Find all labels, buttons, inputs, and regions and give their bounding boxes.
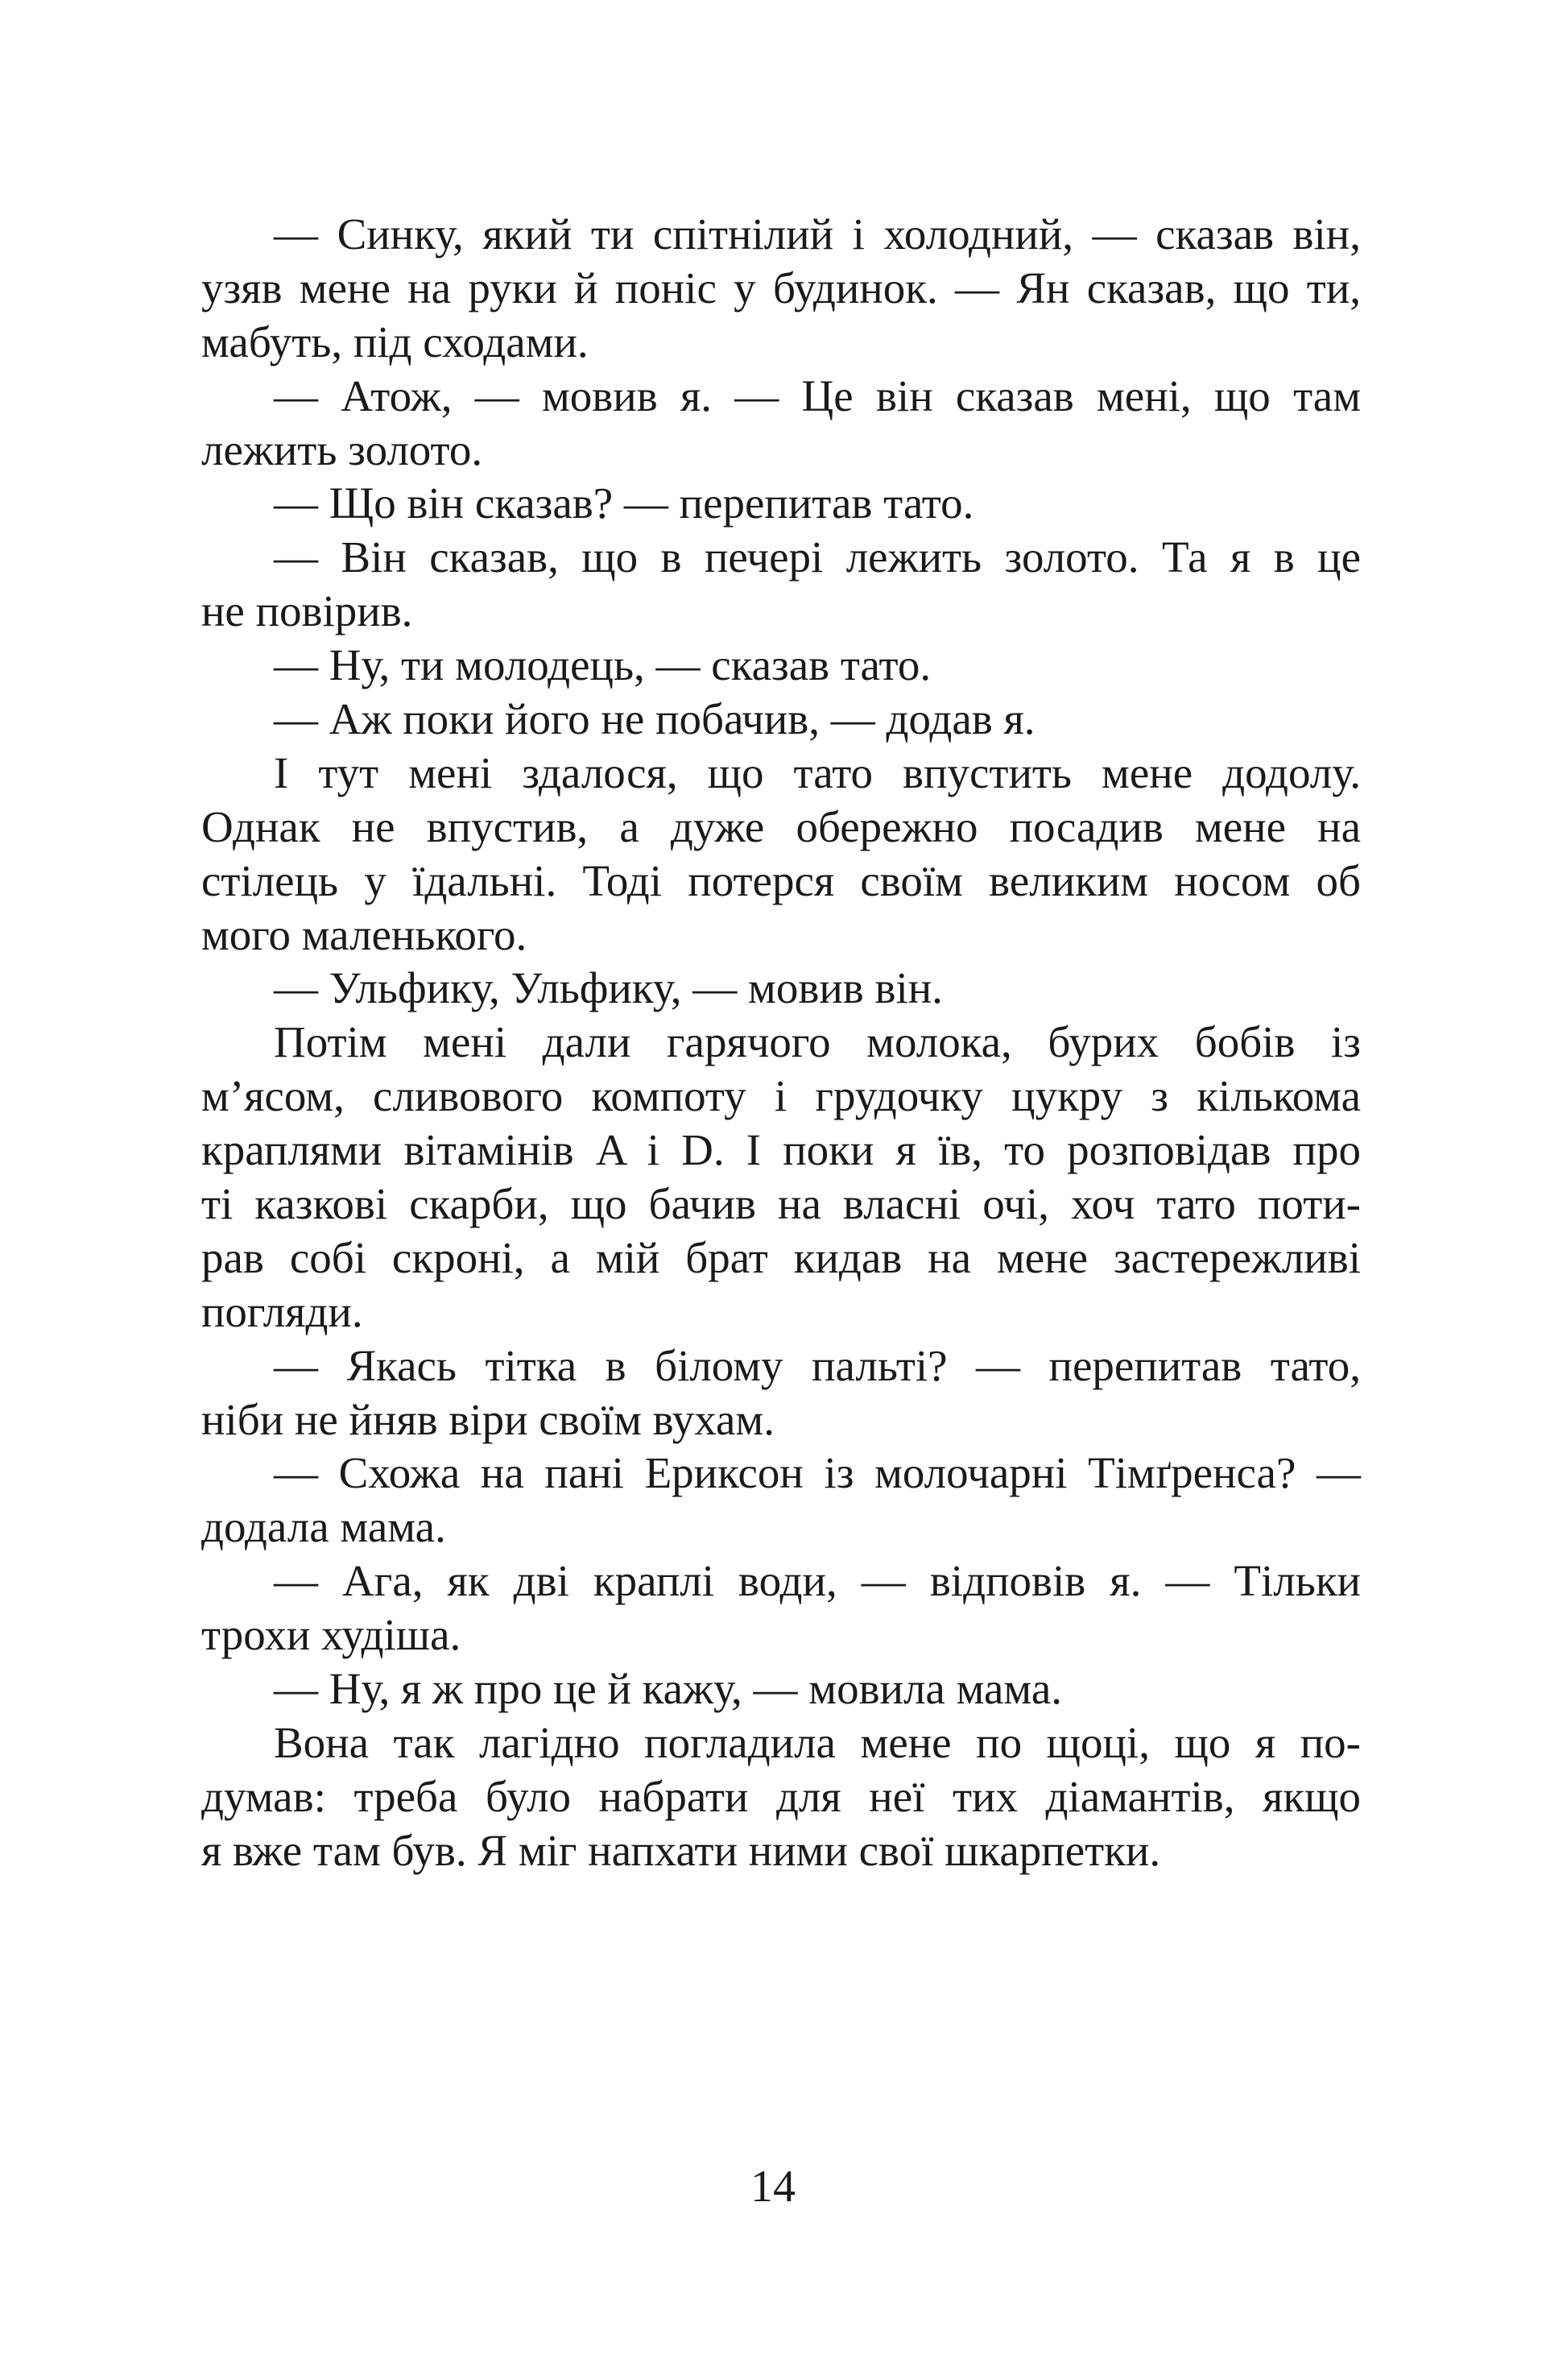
text-line: лежить золото. [201, 424, 483, 474]
text-line: мого маленького. [201, 909, 527, 959]
text-line: — Він сказав, що в печері лежить золото. Та я в це [274, 532, 1361, 582]
text-line: — Ну, я ж про це й кажу, — мовила мама. [274, 1664, 1063, 1714]
text-line: Потім мені дали гарячого молока, бурих бобів із [274, 1017, 1361, 1067]
text-line: — Що він сказав? — перепитав тато. [274, 478, 974, 528]
page-body-text [201, 208, 1361, 1878]
text-line: не повірив. [201, 586, 413, 636]
text-line: узяв мене на руки й поніс у будинок. — Ян сказав, що ти, [201, 263, 1361, 313]
text-line: Вона так лагідно погладила мене по щоці, що я по- [274, 1717, 1361, 1767]
text-line: трохи худіша. [201, 1610, 461, 1660]
text-line: мабуть, під сходами. [201, 317, 589, 366]
text-line: погляди. [201, 1286, 363, 1336]
text-line: я вже там був. Я міг напхати ними свої шкарпетки. [201, 1825, 1161, 1875]
text-line: — Аж поки його не побачив, — додав я. [274, 694, 1035, 744]
text-line: І тут мені здалося, що тато впустить мене додолу. [274, 747, 1361, 797]
text-line: рав собі скроні, а мій брат кидав на мене застережливі [201, 1232, 1361, 1282]
text-line: краплями вітамінів A і D. І поки я їв, то розповідав про [201, 1125, 1361, 1175]
text-line: Однак не впустив, а дуже обережно посадив мене на [201, 801, 1361, 851]
text-line: — Ага, як дві краплі води, — відповів я. — Тільки [274, 1556, 1361, 1606]
text-line: — Якась тітка в білому пальті? — перепитав тато, [274, 1340, 1361, 1390]
text-line: — Схожа на пані Ериксон із молочарні Тімґренса? — [274, 1448, 1361, 1498]
text-line: — Синку, який ти спітнілий і холодний, — сказав він, [274, 209, 1361, 259]
text-line: ті казкові скарби, що бачив на власні очі, хоч тато поти- [201, 1179, 1361, 1229]
text-line: — Ульфику, Ульфику, — мовив він. [274, 963, 943, 1013]
text-line: — Атож, — мовив я. — Це він сказав мені, що там [274, 370, 1361, 420]
text-line: стілець у їдальні. Тоді потерся своїм великим носом об [201, 855, 1361, 905]
text-line: м’ясом, сливового компоту і грудочку цукру з кількома [201, 1071, 1361, 1121]
text-line: — Ну, ти молодець, — сказав тато. [274, 640, 932, 690]
text-line: додала мама. [201, 1502, 446, 1552]
text-line: думав: треба було набрати для неї тих діамантів, якщо [201, 1771, 1361, 1821]
text-line: ніби не йняв віри своїм вухам. [201, 1394, 775, 1444]
page-number: 14 [750, 2162, 796, 2212]
